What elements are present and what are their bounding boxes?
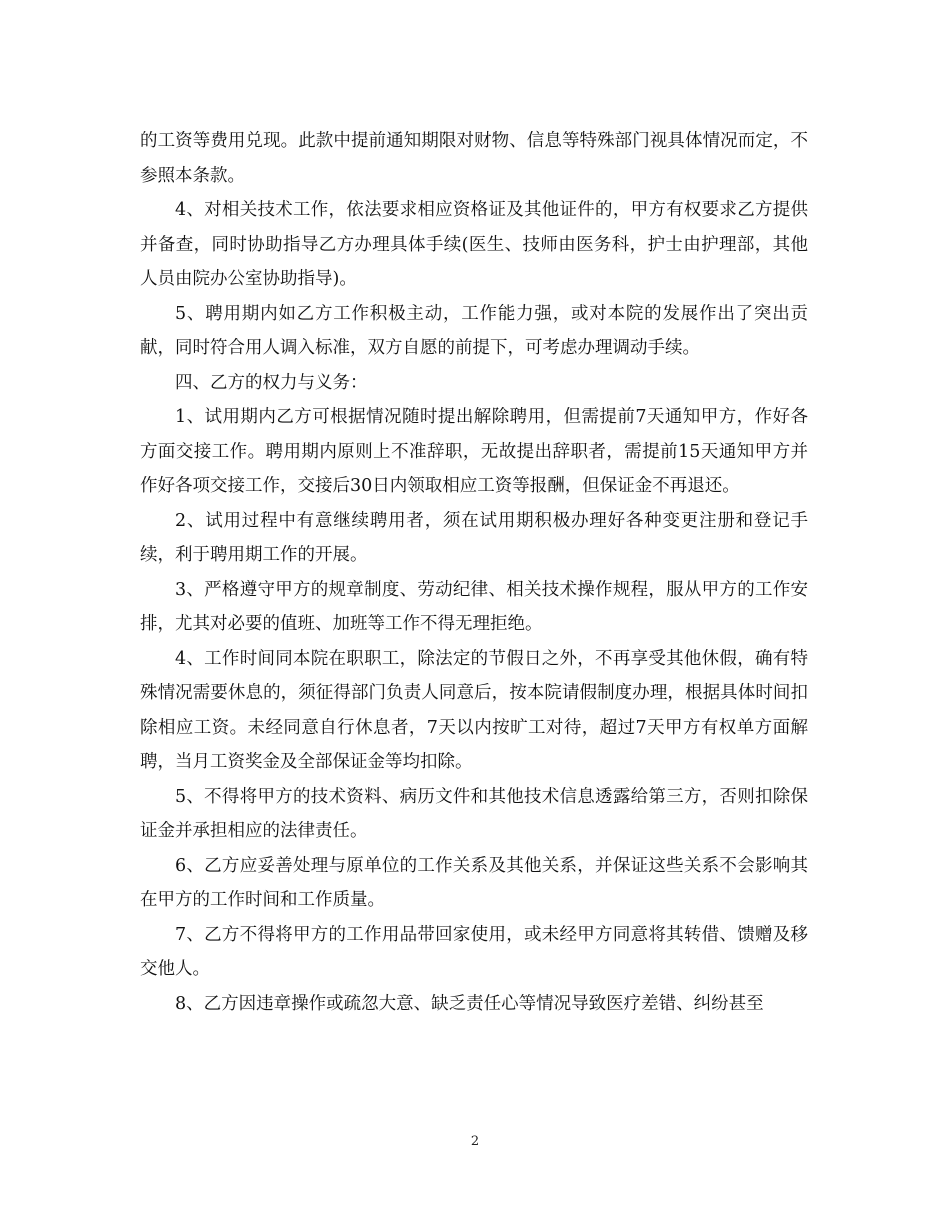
page-number: 2 [470,1134,480,1149]
paragraph-clause-4-3: 3、严格遵守甲方的规章制度、劳动纪律、相关技术操作规程，服从甲方的工作安排，尤其对必要的值班、加班等工作不得无理拒绝。 [140,579,808,634]
paragraph-clause-4-4: 4、工作时间同本院在职职工，除法定的节假日之外，不再享受其他休假，确有特殊情况需要休息的，须征得部门负责人同意后，按本院请假制度办理，根据具体时间扣除相应工资。未经同意自行休息者，7天以内按旷工对待，超过7天甲方有权单方面解聘，当月工资奖金及全部保证金等均扣除。 [140,648,808,772]
paragraph-clause-4-6: 6、乙方应妥善处理与原单位的工作关系及其他关系，并保证这些关系不会影响其在甲方的工作时间和工作质量。 [140,855,808,910]
paragraph-clause-3-4: 4、对相关技术工作，依法要求相应资格证及其他证件的，甲方有权要求乙方提供并备查，同时协助指导乙方办理具体手续(医生、技师由医务科，护士由护理部，其他人员由院办公室协助指导)。 [140,200,808,289]
paragraph-clause-3-5: 5、聘用期内如乙方工作积极主动，工作能力强，或对本院的发展作出了突出贡献，同时符合用人调入标准，双方自愿的前提下，可考虑办理调动手续。 [140,303,808,358]
section-heading-4: 四、乙方的权力与义务： [175,372,368,393]
paragraph-clause-4-2: 2、试用过程中有意继续聘用者，须在试用期积极办理好各种变更注册和登记手续，利于聘用期工作的开展。 [140,510,808,565]
document-body [140,124,808,1021]
paragraph-clause-4-7: 7、乙方不得将甲方的工作用品带回家使用，或未经甲方同意将其转借、馈赠及移交他人。 [140,924,808,979]
paragraph-clause-4-1: 1、试用期内乙方可根据情况随时提出解除聘用，但需提前7天通知甲方，作好各方面交接工作。聘用期内原则上不准辞职，无故提出辞职者，需提前15天通知甲方并作好各项交接工作，交接后30日内领取相应工资等报酬，但保证金不再退还。 [140,407,808,496]
paragraph-clause-4-5: 5、不得将甲方的技术资料、病历文件和其他技术信息透露给第三方，否则扣除保证金并承担相应的法律责任。 [140,786,808,841]
paragraph-clause-4-8: 8、乙方因违章操作或疏忽大意、缺乏责任心等情况导致医疗差错、纠纷甚至 [175,993,764,1014]
paragraph-continuation: 的工资等费用兑现。此款中提前通知期限对财物、信息等特殊部门视具体情况而定，不参照本条款。 [140,131,808,186]
